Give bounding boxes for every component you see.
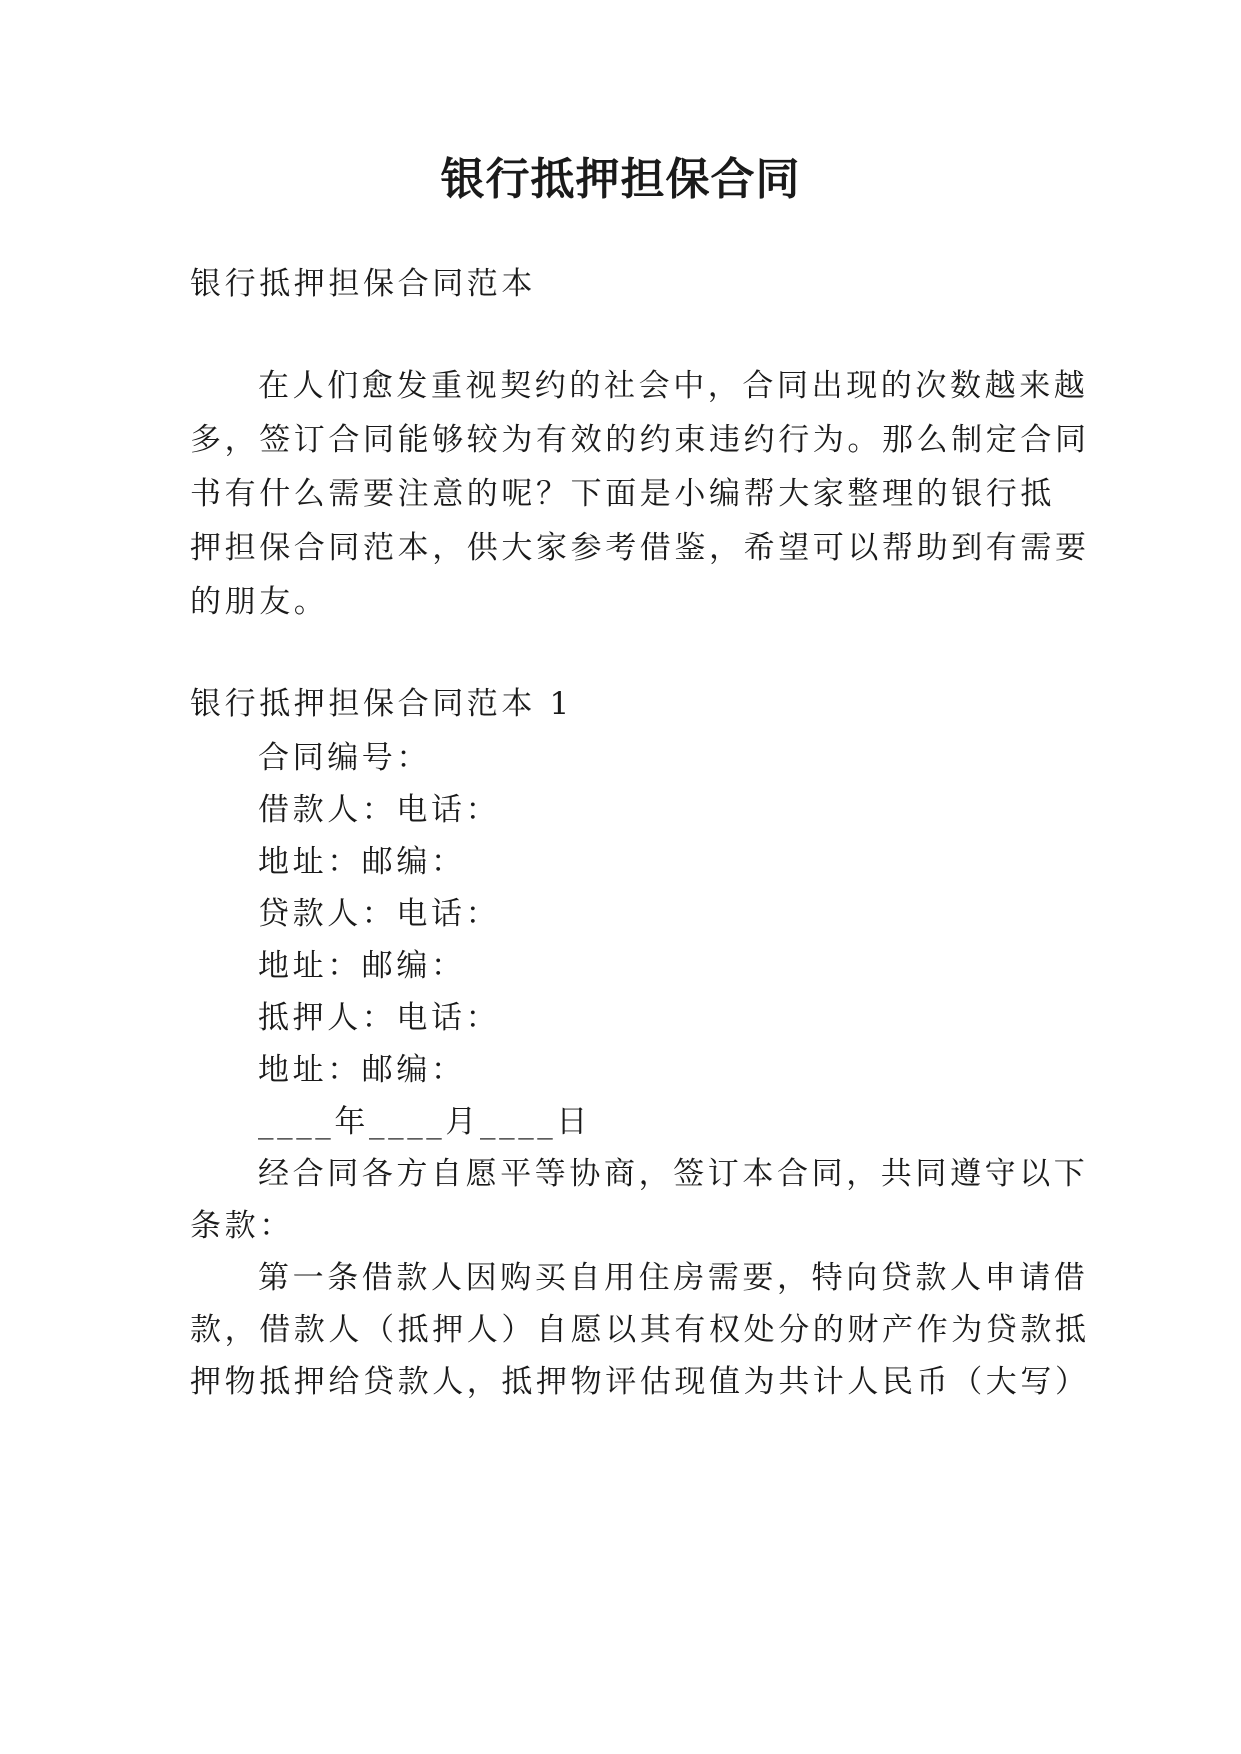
intro-line: 书有什么需要注意的呢？下面是小编帮大家整理的银行抵: [190, 476, 1055, 512]
borrower-address-field: 地址：邮编：: [258, 844, 466, 880]
contract-number-field: 合同编号：: [258, 740, 431, 776]
article-line: 第一条借款人因购买自用住房需要，特向贷款人申请借: [258, 1260, 1089, 1296]
intro-line: 在人们愈发重视契约的社会中，合同出现的次数越来越: [258, 368, 1089, 404]
document-title: 银行抵押担保合同: [440, 154, 801, 205]
section-heading: 银行抵押担保合同范本 1: [190, 686, 573, 722]
lender-address-field: 地址：邮编：: [258, 948, 466, 984]
lender-field: 贷款人：电话：: [258, 896, 501, 932]
intro-line: 押担保合同范本，供大家参考借鉴，希望可以帮助到有需要: [190, 530, 1090, 566]
intro-line: 多，签订合同能够较为有效的约束违约行为。那么制定合同: [190, 422, 1090, 458]
mortgagor-address-field: 地址：邮编：: [258, 1052, 466, 1088]
article-line: 款，借款人（抵押人）自愿以其有权处分的财产作为贷款抵: [190, 1312, 1090, 1348]
intro-line: 的朋友。: [190, 584, 329, 620]
agreement-line: 经合同各方自愿平等协商，签订本合同，共同遵守以下: [258, 1156, 1089, 1192]
document-subtitle: 银行抵押担保合同范本: [190, 266, 536, 302]
agreement-line: 条款：: [190, 1208, 294, 1244]
date-field: ____年____月____日: [258, 1104, 591, 1140]
borrower-field: 借款人：电话：: [258, 792, 501, 828]
mortgagor-field: 抵押人：电话：: [258, 1000, 501, 1036]
article-line: 押物抵押给贷款人，抵押物评估现值为共计人民币（大写）: [190, 1364, 1090, 1400]
